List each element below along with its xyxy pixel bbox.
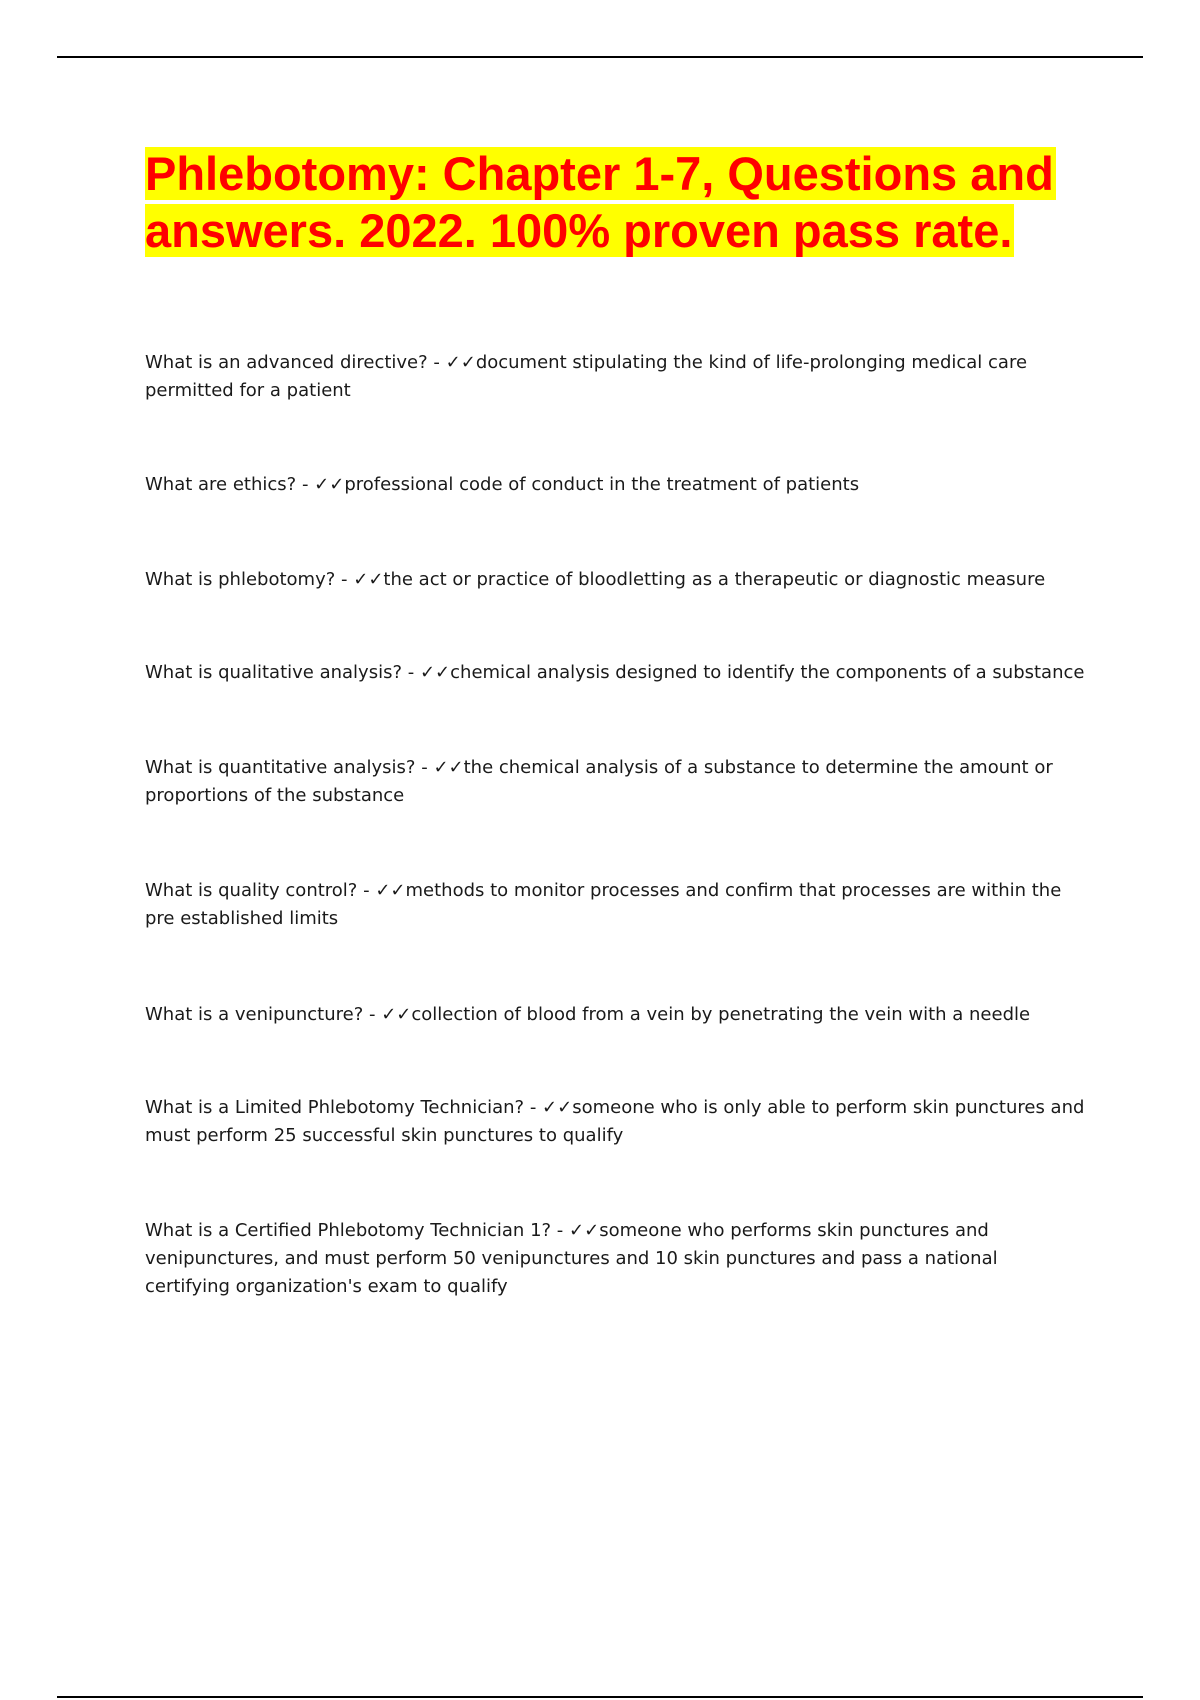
answer-text: someone who performs skin punctures and venipunctures, and must perform 50 venipunctures and 10 skin punctures and pass a national certifying organization's exam to qualify — [145, 1220, 998, 1297]
qa-item-certified-phlebotomy-technician — [145, 1217, 1085, 1301]
answer-text: document stipulating the kind of life-prolonging medical care permitted for a patient — [145, 352, 1028, 401]
qa-item-phlebotomy — [145, 566, 1085, 594]
question-text: What is quality control? — [145, 880, 358, 901]
separator: - — [296, 474, 315, 495]
title-block — [145, 145, 1095, 259]
separator: - — [335, 569, 354, 590]
separator: - — [524, 1097, 543, 1118]
qa-item-limited-phlebotomy-technician — [145, 1094, 1085, 1150]
check-icon: ✓✓ — [569, 1220, 600, 1241]
separator: - — [551, 1220, 570, 1241]
check-icon: ✓✓ — [445, 352, 476, 373]
question-text: What is an advanced directive? — [145, 352, 428, 373]
check-icon: ✓✓ — [433, 757, 464, 778]
check-icon: ✓✓ — [381, 1004, 412, 1025]
check-icon: ✓✓ — [419, 662, 451, 683]
answer-text: methods to monitor processes and confirm that processes are within the pre established limits — [145, 880, 1062, 929]
page-title — [145, 145, 1095, 259]
check-icon: ✓✓ — [353, 569, 384, 590]
question-text: What is phlebotomy? — [145, 569, 336, 590]
answer-text: chemical analysis designed to identify the components of a substance — [450, 662, 1085, 683]
page-title-text: Phlebotomy: Chapter 1-7, Questions and answers. 2022. 100% proven pass rate. — [145, 147, 1054, 257]
separator: - — [427, 352, 446, 373]
qa-item-quantitative-analysis — [145, 754, 1085, 810]
question-text: What are ethics? — [145, 474, 297, 495]
answer-text: collection of blood from a vein by penetrating the vein with a needle — [411, 1004, 1031, 1025]
answer-text: professional code of conduct in the treatment of patients — [344, 474, 860, 495]
qa-item-quality-control — [145, 877, 1085, 933]
qa-item-qualitative-analysis — [145, 659, 1085, 687]
answer-text: the chemical analysis of a substance to determine the amount or proportions of the substance — [145, 757, 1053, 806]
separator: - — [363, 1004, 382, 1025]
separator: - — [357, 880, 376, 901]
top-divider — [57, 56, 1143, 58]
qa-item-ethics — [145, 471, 1085, 499]
qa-item-venipuncture — [145, 1001, 1085, 1029]
question-text: What is qualitative analysis? — [145, 662, 403, 683]
check-icon: ✓✓ — [542, 1097, 573, 1118]
separator: - — [415, 757, 434, 778]
answer-text: someone who is only able to perform skin punctures and must perform 25 successful skin punctures to qualify — [145, 1097, 1085, 1146]
check-icon: ✓✓ — [314, 474, 345, 495]
question-text: What is a Certified Phlebotomy Technician 1? — [145, 1220, 552, 1241]
bottom-divider — [57, 1696, 1143, 1698]
question-text: What is a Limited Phlebotomy Technician? — [145, 1097, 525, 1118]
question-text: What is quantitative analysis? — [145, 757, 416, 778]
answer-text: the act or practice of bloodletting as a therapeutic or diagnostic measure — [383, 569, 1046, 590]
check-icon: ✓✓ — [375, 880, 406, 901]
separator: - — [402, 662, 420, 683]
question-text: What is a venipuncture? — [145, 1004, 364, 1025]
qa-item-advanced-directive — [145, 349, 1085, 405]
